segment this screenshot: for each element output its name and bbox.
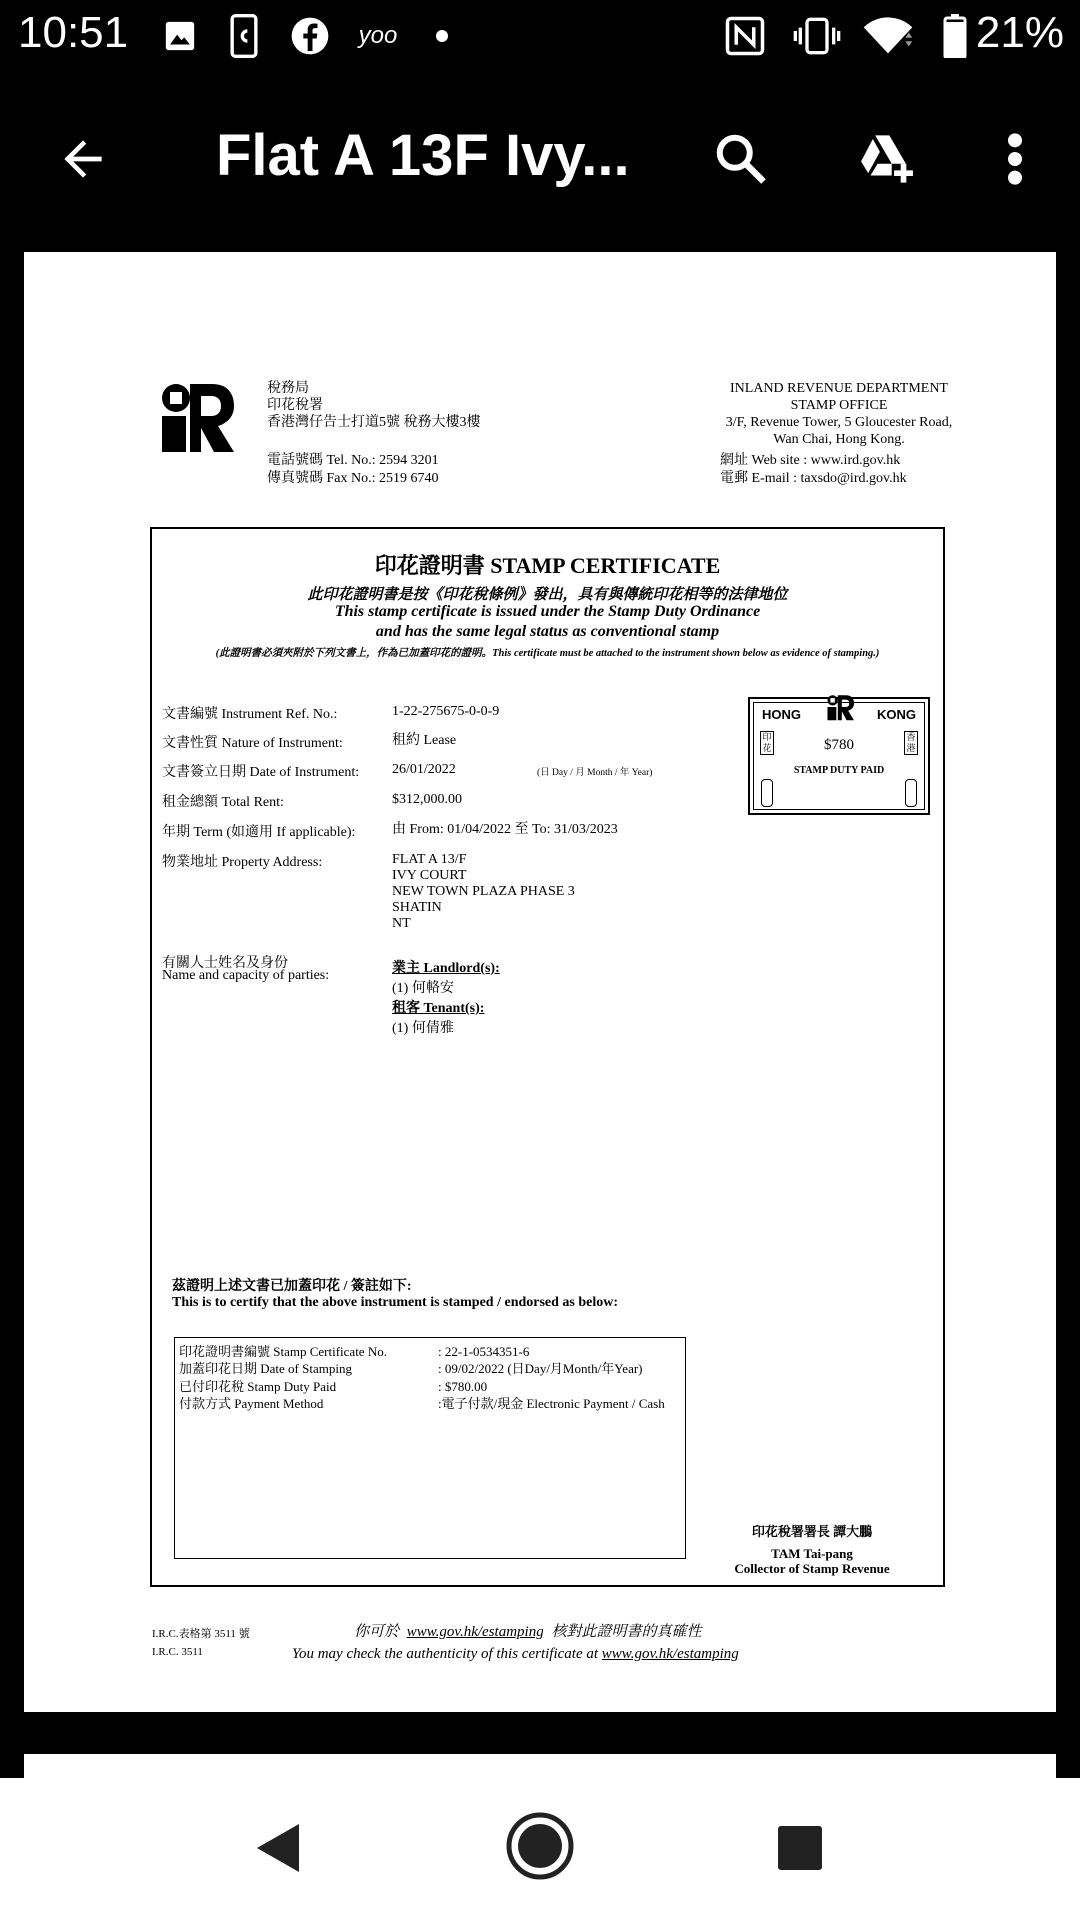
tenant-heading: 租客 Tenant(s):: [392, 1001, 485, 1016]
duty-paid-value: : $780.00: [438, 1379, 488, 1394]
payment-method-value: :電子付款/現金 Electronic Payment / Cash: [438, 1396, 665, 1411]
ref-value: 1-22-275675-0-0-9: [392, 704, 500, 719]
certify-en: This is to certify that the above instrument is stamped / endorsed as below:: [172, 1295, 619, 1310]
ref-label: 文書編號 Instrument Ref. No.:: [162, 707, 338, 722]
header-zh-dept: 稅務局: [267, 381, 309, 396]
recents-square-icon[interactable]: [760, 1808, 840, 1888]
duty-paid-label: 已付印花稅 Stamp Duty Paid: [179, 1379, 337, 1394]
stamp-side-left: 印花: [760, 731, 774, 755]
stamp-kong: KONG: [877, 707, 916, 722]
stamp-ornament-left: [761, 779, 773, 807]
ird-logo: [156, 378, 236, 454]
header-zh-address: 香港灣仔告士打道5號 稅務大樓3樓: [267, 415, 481, 430]
landlord-heading: 業主 Landlord(s):: [392, 961, 500, 976]
battery-percent: 21%: [975, 8, 1064, 57]
header-en-address2: Wan Chai, Hong Kong.: [773, 432, 905, 447]
term-value: 由 From: 01/04/2022 至 To: 31/03/2023: [392, 822, 618, 837]
back-triangle-icon[interactable]: [238, 1808, 318, 1888]
landlord-1: (1) 何輅安: [392, 981, 454, 996]
check-en: [292, 1646, 739, 1663]
search-icon[interactable]: [696, 114, 786, 204]
stamp-side-right: 香港: [904, 731, 918, 755]
form-number-en: I.R.C. 3511: [152, 1646, 203, 1658]
check-zh-link[interactable]: www.gov.hk/estamping: [406, 1624, 544, 1640]
battery-icon: [942, 14, 968, 58]
stamp-certificate: [150, 527, 945, 1587]
check-en-link[interactable]: www.gov.hk/estamping: [601, 1646, 739, 1662]
back-arrow-icon[interactable]: [38, 114, 128, 204]
date-hint: (日 Day / 月 Month / 年 Year): [537, 768, 653, 778]
cert-note: (此證明書必須夾附於下列文書上，作為已加蓋印花的證明。This certificate must be attached to the instrument shown below as evidence of stamping.): [215, 648, 880, 659]
date-label: 文書簽立日期 Date of Instrument:: [162, 765, 360, 780]
home-circle-icon[interactable]: [500, 1806, 580, 1886]
drive-add-icon[interactable]: [842, 114, 932, 204]
document-page[interactable]: [24, 252, 1056, 1712]
stamp-amount: $780: [824, 737, 854, 753]
address-line: FLAT A 13/F: [392, 852, 467, 867]
check-en-pre: You may check the authenticity of this certificate at: [292, 1646, 599, 1662]
vibrate-icon: [790, 14, 844, 58]
cert-subtitle-zh: 此印花證明書是按《印花稅條例》發出，具有與傳統印花相等的法律地位: [307, 587, 788, 603]
header-en-address1: 3/F, Revenue Tower, 5 Gloucester Road,: [725, 415, 953, 430]
address-line: NEW TOWN PLAZA PHASE 3: [392, 884, 575, 899]
collector-title: Collector of Stamp Revenue: [734, 1561, 890, 1576]
image-icon: [160, 14, 200, 58]
facebook-icon: [288, 14, 332, 58]
parties-label-en: Name and capacity of parties:: [162, 968, 330, 983]
address-label: 物業地址 Property Address:: [162, 855, 323, 870]
app-title: Flat A 13F Ivy...: [216, 123, 630, 188]
header-website[interactable]: 網址 Web site : www.ird.gov.hk: [720, 453, 901, 468]
stamp-date-label: 加蓋印花日期 Date of Stamping: [179, 1361, 352, 1376]
date-value: 26/01/2022: [392, 762, 456, 777]
stamp-ornament-right: [905, 779, 917, 807]
certify-zh: 茲證明上述文書已加蓋印花 / 簽註如下:: [172, 1279, 412, 1294]
wifi-icon: [860, 14, 916, 58]
screen-icon: [226, 14, 262, 58]
dot-icon: [432, 14, 452, 58]
form-number-zh: I.R.C.表格第 3511 號: [152, 1628, 250, 1640]
stamp-caption: STAMP DUTY PAID: [793, 765, 885, 776]
collector-zh: 印花稅署署長 譚大鵬: [751, 1524, 873, 1539]
status-time: 10:51: [18, 8, 129, 57]
header-tel: 電話號碼 Tel. No.: 2594 3201: [267, 453, 439, 468]
check-zh-post: 核對此證明書的真確性: [551, 1624, 702, 1640]
check-zh: [354, 1624, 701, 1641]
parties-label-zh: 有關人士姓名及身份: [162, 956, 288, 971]
nature-value: 租約 Lease: [392, 733, 457, 748]
stamp-duty-paid-stamp: [748, 697, 930, 815]
header-email[interactable]: 電郵 E-mail : taxsdo@ird.gov.hk: [720, 471, 907, 486]
rent-value: $312,000.00: [392, 792, 462, 807]
cert-no-value: : 22-1-0534351-6: [438, 1344, 530, 1359]
cert-no-label: 印花證明書編號 Stamp Certificate No.: [179, 1344, 387, 1359]
term-label: 年期 Term (如適用 If applicable):: [162, 825, 356, 840]
address-line: NT: [392, 916, 411, 931]
header-zh-office: 印花稅署: [267, 398, 323, 413]
header-en-dept: INLAND REVENUE DEPARTMENT: [730, 381, 948, 396]
nature-label: 文書性質 Nature of Instrument:: [162, 736, 343, 751]
address-line: IVY COURT: [392, 868, 467, 883]
nav-bar: [0, 1778, 1080, 1920]
nfc-icon: [722, 14, 768, 58]
tenant-1: (1) 何倩雅: [392, 1021, 454, 1036]
cert-subtitle-en2: and has the same legal status as conventional stamp: [375, 623, 720, 640]
header-en-office: STAMP OFFICE: [790, 398, 888, 413]
status-bar: [0, 0, 1080, 76]
rent-label: 租金總額 Total Rent:: [162, 795, 284, 810]
stamp-date-value: : 09/02/2022 (日Day/月Month/年Year): [438, 1361, 643, 1376]
address-line: SHATIN: [392, 900, 442, 915]
payment-method-label: 付款方式 Payment Method: [179, 1396, 324, 1411]
endorsement-box: [174, 1337, 686, 1559]
stamp-ir-logo: [824, 693, 856, 726]
stamp-hong: HONG: [762, 707, 801, 722]
cert-title: 印花證明書 STAMP CERTIFICATE: [374, 553, 721, 578]
collector-name: TAM Tai-pang: [771, 1546, 853, 1561]
more-vert-icon[interactable]: [970, 114, 1060, 204]
header-fax: 傳真號碼 Fax No.: 2519 6740: [267, 471, 439, 486]
app-bar: [0, 76, 1080, 236]
check-zh-pre: 你可於: [354, 1624, 400, 1640]
yoo-icon: yoo: [358, 22, 398, 49]
cert-subtitle-en1: This stamp certificate is issued under the Stamp Duty Ordinance: [334, 603, 761, 620]
